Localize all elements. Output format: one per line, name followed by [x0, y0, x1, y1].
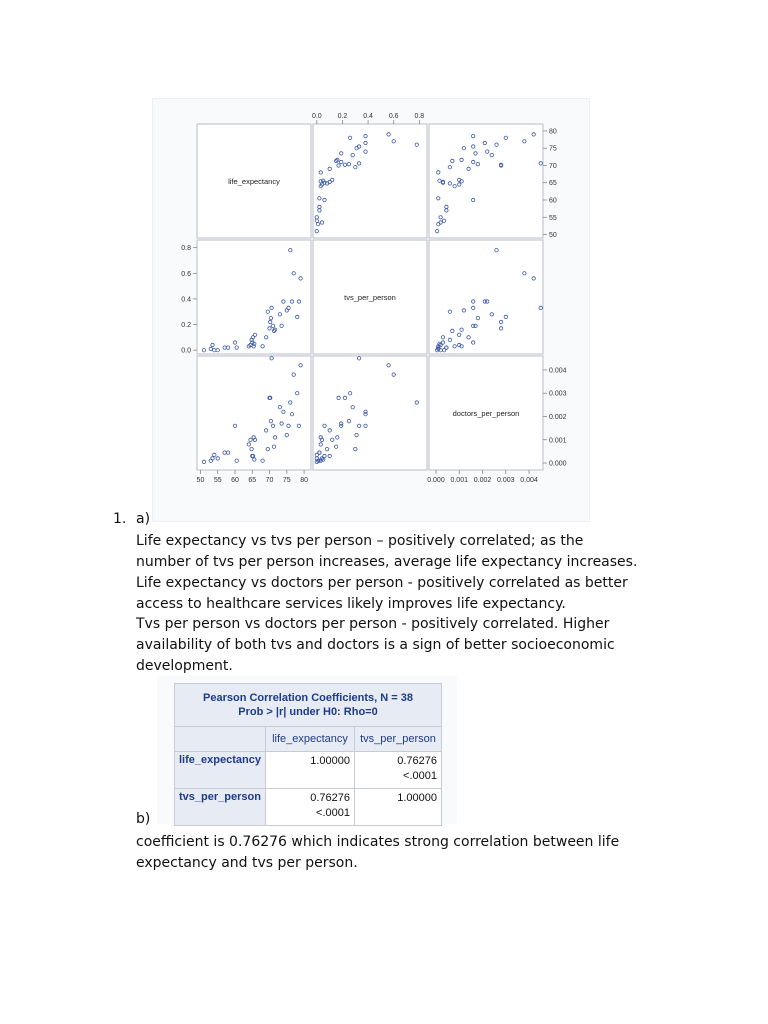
y-tick-label: 0.001 — [549, 437, 567, 445]
y-tick-label: 0.000 — [549, 460, 567, 468]
table-cell — [266, 752, 355, 789]
y-tick-label: 0.6 — [181, 270, 191, 278]
variable-label: tvs_per_person — [344, 293, 396, 302]
table-cell — [355, 789, 442, 826]
x-tick-label: 0.004 — [520, 477, 538, 484]
x-tick-label: 0.002 — [473, 477, 492, 484]
correlation-table-figure — [157, 676, 457, 824]
x-tick-label: 0.003 — [497, 477, 515, 484]
x-tick-label: 70 — [265, 477, 274, 484]
matrix-cell — [313, 356, 427, 470]
part-a-line: availability of both tvs and doctors is a sign of better socioeconomic — [136, 637, 615, 653]
variable-label: life_expectancy — [228, 177, 280, 186]
x-tick-label: 60 — [231, 477, 239, 484]
row-header: tvs_per_person — [175, 789, 266, 826]
x-tick-label: 80 — [300, 477, 308, 484]
y-tick-label: 0.003 — [549, 390, 567, 398]
x-tick-label: 0.2 — [337, 113, 348, 120]
x-tick-label: 0.6 — [388, 113, 399, 120]
y-tick-label: 0.002 — [549, 413, 567, 421]
column-header: tvs_per_person — [355, 727, 442, 752]
table-title-line2: Prob > |r| under H0: Rho=0 — [238, 706, 378, 718]
y-tick-label: 0.8 — [181, 245, 191, 253]
coefficient-value: 0.76276 — [310, 792, 350, 804]
part-a-line: Tvs per person vs doctors per person - positively correlated. Higher — [136, 616, 610, 632]
p-value: <.0001 — [403, 770, 437, 782]
part-a-line: development. — [136, 658, 233, 674]
x-tick-label: 0.4 — [363, 113, 373, 120]
part-b-line: expectancy and tvs per person. — [136, 855, 358, 871]
table-cell — [266, 789, 355, 826]
part-b-line: coefficient is 0.76276 which indicates strong correlation between life — [136, 834, 620, 850]
part-a-label: a) — [136, 511, 151, 527]
matrix-cell — [429, 240, 543, 354]
y-tick-label: 0.0 — [181, 347, 191, 355]
variable-label: doctors_per_person — [452, 409, 520, 418]
x-tick-label: 0.000 — [427, 477, 445, 484]
y-tick-label: 0.4 — [181, 296, 191, 304]
coefficient-value: 0.76276 — [397, 755, 437, 767]
table-title — [175, 684, 442, 727]
y-tick-label: 0.004 — [549, 367, 567, 375]
matrix-cell — [313, 124, 427, 238]
x-tick-label: 0.0 — [311, 113, 322, 120]
y-tick-label: 65 — [549, 180, 557, 188]
y-tick-label: 50 — [549, 232, 557, 240]
list-number: 1. — [113, 511, 127, 527]
y-tick-label: 80 — [549, 128, 557, 136]
x-tick-label: 75 — [282, 477, 291, 484]
x-tick-label: 0.001 — [450, 477, 469, 484]
x-tick-label: 50 — [196, 477, 205, 484]
p-value: <.0001 — [316, 807, 350, 819]
y-tick-label: 60 — [549, 197, 557, 205]
scatter-matrix-figure — [152, 98, 590, 522]
x-tick-label: 65 — [248, 477, 257, 484]
row-header: life_expectancy — [175, 752, 266, 789]
part-a-line: access to healthcare services likely improves life expectancy. — [136, 596, 566, 612]
y-tick-label: 0.2 — [181, 322, 191, 330]
coefficient-value: 1.00000 — [310, 755, 350, 767]
x-tick-label: 55 — [213, 477, 222, 484]
y-tick-label: 70 — [549, 162, 557, 170]
part-a-line: Life expectancy vs tvs per person – positively correlated; as the — [136, 533, 584, 549]
part-a-line: number of tvs per person increases, average life expectancy increases. — [136, 554, 638, 570]
correlation-table — [174, 683, 442, 826]
table-corner — [175, 727, 266, 752]
table-cell — [355, 752, 442, 789]
y-tick-label: 55 — [549, 214, 557, 222]
matrix-cell — [197, 240, 311, 354]
part-b-label: b) — [136, 811, 151, 827]
x-tick-label: 0.8 — [414, 113, 425, 120]
coefficient-value: 1.00000 — [397, 792, 437, 804]
y-tick-label: 75 — [549, 145, 557, 153]
scatter-matrix-plot — [172, 99, 572, 523]
part-a-line: Life expectancy vs doctors per person - positively correlated as better — [136, 575, 628, 591]
table-title-line1: Pearson Correlation Coefficients, N = 38 — [203, 692, 413, 704]
column-header: life_expectancy — [266, 727, 355, 752]
